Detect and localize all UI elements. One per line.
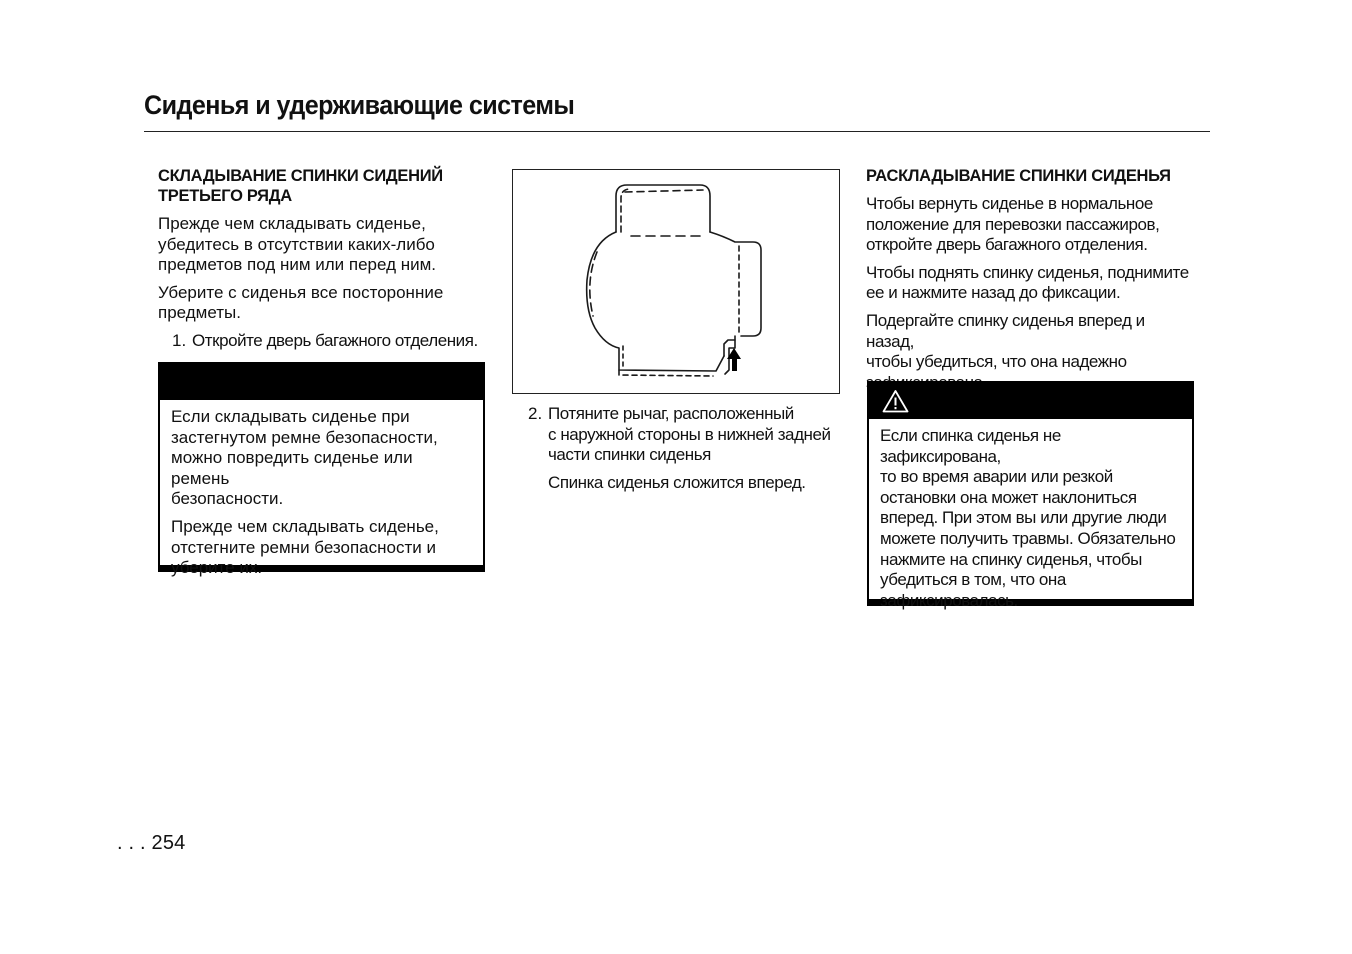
warning-header-bar bbox=[869, 383, 1192, 419]
step-1-text: Откройте дверь багажного отделения. bbox=[192, 330, 478, 350]
notice-box bbox=[158, 362, 485, 578]
unfold-paragraph-3: Подергайте спинку сиденья вперед и назад, чтобы убедиться, что она надежно bbox=[866, 310, 1145, 372]
notice-body bbox=[160, 400, 483, 592]
page-title: Сиденья и удерживающие системы bbox=[144, 90, 575, 120]
fold-section-heading: СКЛАДЫВАНИЕ СПИНКИ СИДЕНИЙ ТРЕТЬЕГО РЯДА bbox=[158, 167, 443, 205]
unfold-section-heading: РАСКЛАДЫВАНИЕ СПИНКИ СИДЕНЬЯ bbox=[866, 167, 1171, 185]
warning-box bbox=[867, 381, 1194, 610]
unfold-paragraph-2: Чтобы поднять спинку сиденья, поднимите ее и нажмите назад до фиксации. bbox=[866, 262, 1189, 303]
seat-lever-figure bbox=[512, 169, 840, 394]
fold-paragraph-1: Прежде чем складывать сиденье, убедитесь в отсутствии каких-либо предметов под ним или перед ним. bbox=[158, 214, 437, 275]
unfold-paragraph-1: Чтобы вернуть сиденье в нормальное положение для перевозки пассажиров, откройте дверь багажного отделения. bbox=[866, 194, 1160, 255]
warning-body bbox=[869, 419, 1192, 624]
left-column bbox=[158, 166, 488, 352]
warning-text: Если спинка сиденья не зафиксирована, то во время аварии или резкой остановки она может наклониться вперед. При этом вы или другие люди можете получить травмы. Обязательно нажмите на спинку сиденья, чтобы убедиться в том, что она зафиксировалась. bbox=[880, 426, 1176, 610]
fold-paragraph-2: Уберите с сиденья все посторонние предметы. bbox=[158, 282, 444, 323]
step-2-text: Потяните рычаг, расположенный с наружной стороны в нижней задней части спинки сиденья bbox=[548, 404, 831, 465]
step-1-number: 1. bbox=[172, 330, 187, 350]
seat-illustration bbox=[513, 170, 839, 393]
page-number: . . . 254 bbox=[117, 832, 186, 854]
title-divider bbox=[144, 131, 1210, 132]
seatback-icon bbox=[587, 232, 724, 371]
warning-triangle-icon bbox=[882, 389, 909, 413]
middle-column bbox=[528, 404, 838, 500]
fold-step-1 bbox=[172, 331, 488, 352]
notice-header-bar bbox=[160, 364, 483, 400]
step-2-number: 2. bbox=[528, 404, 543, 423]
fold-result-text: Спинка сиденья сложится вперед. bbox=[548, 472, 806, 492]
right-column bbox=[866, 166, 1196, 400]
fold-step-2 bbox=[528, 404, 838, 466]
notice-paragraph-1: Если складывать сиденье при застегнутом ремне безопасности, можно повредить сиденье или ремень безопасности. bbox=[171, 407, 438, 509]
notice-paragraph-2: Прежде чем складывать сиденье, отстегните ремни безопасности и уберите их. bbox=[171, 516, 439, 578]
